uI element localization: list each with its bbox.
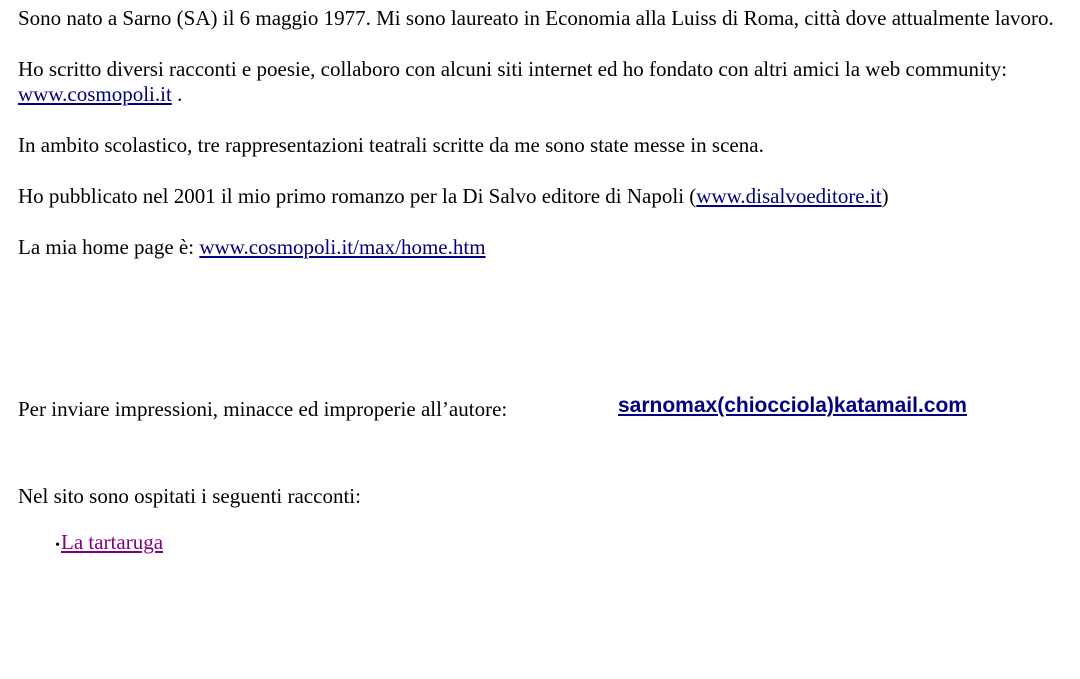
story-link-la-tartaruga[interactable]: La tartaruga	[61, 530, 164, 554]
bullet-icon: •	[55, 538, 60, 553]
contact-label: Per inviare impressioni, minacce ed improperie all’autore:	[18, 397, 508, 421]
stories-intro: Nel sito sono ospitati i seguenti racconti:	[18, 484, 361, 508]
bio-novel-end: )	[881, 184, 889, 208]
bio-home-text: La mia home page è:	[18, 235, 200, 259]
bio-novel-paragraph	[18, 184, 1062, 209]
bio-intro-paragraph: Sono nato a Sarno (SA) il 6 maggio 1977. Mi sono laureato in Economia alla Luiss di Roma, città dove attualmente lavoro.	[18, 6, 1054, 30]
list-item	[48, 530, 163, 558]
bio-theatre-paragraph: In ambito scolastico, tre rappresentazioni teatrali scritte da me sono state messe in scena.	[18, 133, 764, 157]
bio-home-paragraph	[18, 235, 1062, 260]
stories-list	[48, 530, 163, 558]
contact-row	[18, 394, 1062, 427]
bio-writing-text: Ho scritto diversi racconti e poesie, collaboro con alcuni siti internet ed ho fondato con altri amici la web community:	[18, 57, 1008, 81]
bio-writing-end: .	[171, 82, 183, 106]
home-page-link[interactable]: www.cosmopoli.it/max/home.htm	[199, 235, 486, 259]
author-email-link[interactable]: sarnomax(chiocciola)katamail.com	[618, 394, 967, 417]
bio-novel-text: Ho pubblicato nel 2001 il mio primo romanzo per la Di Salvo editore di Napoli (	[18, 184, 697, 208]
bio-writing-paragraph	[18, 57, 1062, 107]
disalvo-editore-link[interactable]: www.disalvoeditore.it	[696, 184, 882, 208]
cosmopoli-link[interactable]: www.cosmopoli.it	[18, 82, 172, 106]
author-bio-page	[18, 6, 1062, 554]
